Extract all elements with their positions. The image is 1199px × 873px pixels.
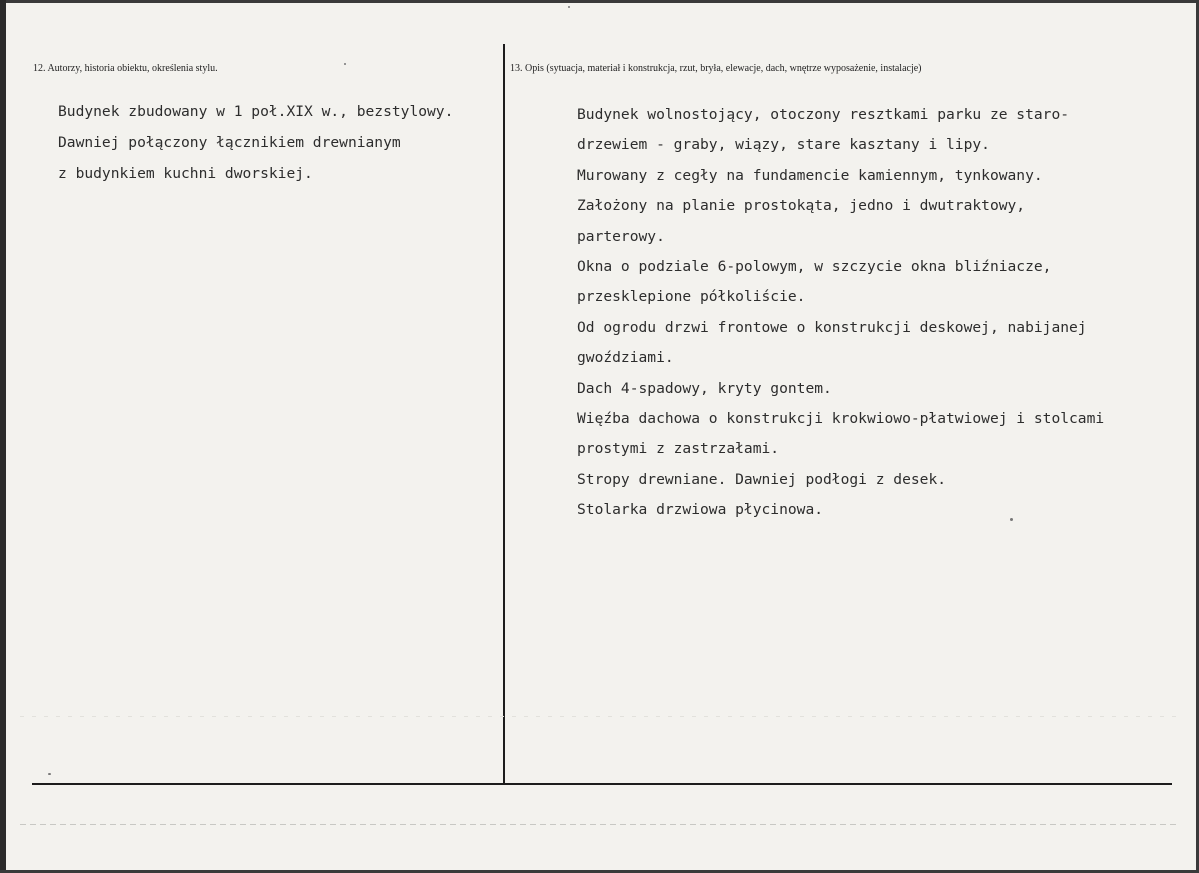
paper-speck xyxy=(568,6,570,8)
form-bottom-rule xyxy=(32,783,1172,785)
paper-speck xyxy=(48,773,51,775)
section-13-heading: 13. Opis (sytuacja, materiał i konstrukcja, rzut, bryła, elewacje, dach, wnętrze wyposażenie, instalacje) xyxy=(510,63,922,74)
typed-line: Budynek wolnostojący, otoczony resztkami parku ze staro- xyxy=(577,106,1070,123)
typed-line: Dach 4-spadowy, kryty gontem. xyxy=(577,379,832,397)
typed-line: Dawniej połączony łącznikiem drewnianym xyxy=(58,134,401,151)
section-13-body xyxy=(577,100,1104,526)
paper-speck xyxy=(1010,518,1013,521)
typed-line: Od ogrodu drzwi frontowe o konstrukcji deskowej, nabijanej xyxy=(577,318,1087,336)
typed-line: Stropy drewniane. Dawniej podłogi z desek. xyxy=(577,470,947,488)
faint-guide-line xyxy=(20,716,1180,717)
typed-line: Założony na planie prostokąta, jedno i dwutraktowy, xyxy=(577,197,1026,215)
column-divider xyxy=(503,44,505,785)
typed-line: prostymi z zastrzałami. xyxy=(577,440,780,458)
typed-line: Więźba dachowa o konstrukcji krokwiowo-płatwiowej i stolcami xyxy=(577,410,1105,428)
page-top-edge xyxy=(0,0,1199,3)
paper-speck xyxy=(344,63,346,65)
typed-line: przesklepione półkoliście. xyxy=(577,288,806,306)
faint-guide-line xyxy=(20,824,1180,825)
typed-line: parterowy. xyxy=(577,227,665,245)
typed-line: Okna o podziale 6-polowym, w szczycie okna bliźniacze, xyxy=(577,258,1052,276)
typed-line: Budynek zbudowany w 1 poł.XIX w., bezstylowy. xyxy=(58,103,454,120)
typed-line: z budynkiem kuchni dworskiej. xyxy=(58,165,313,182)
page-left-edge xyxy=(0,0,6,873)
section-12-body xyxy=(58,96,453,189)
typed-line: Murowany z cegły na fundamencie kamiennym, tynkowany. xyxy=(577,166,1043,184)
typed-line: drzewiem - graby, wiązy, stare kasztany i lipy. xyxy=(577,136,990,154)
typed-line: gwoździami. xyxy=(577,349,674,367)
section-12-heading: 12. Autorzy, historia obiektu, określenia stylu. xyxy=(33,63,218,74)
typed-line: Stolarka drzwiowa płycinowa. xyxy=(577,501,824,519)
